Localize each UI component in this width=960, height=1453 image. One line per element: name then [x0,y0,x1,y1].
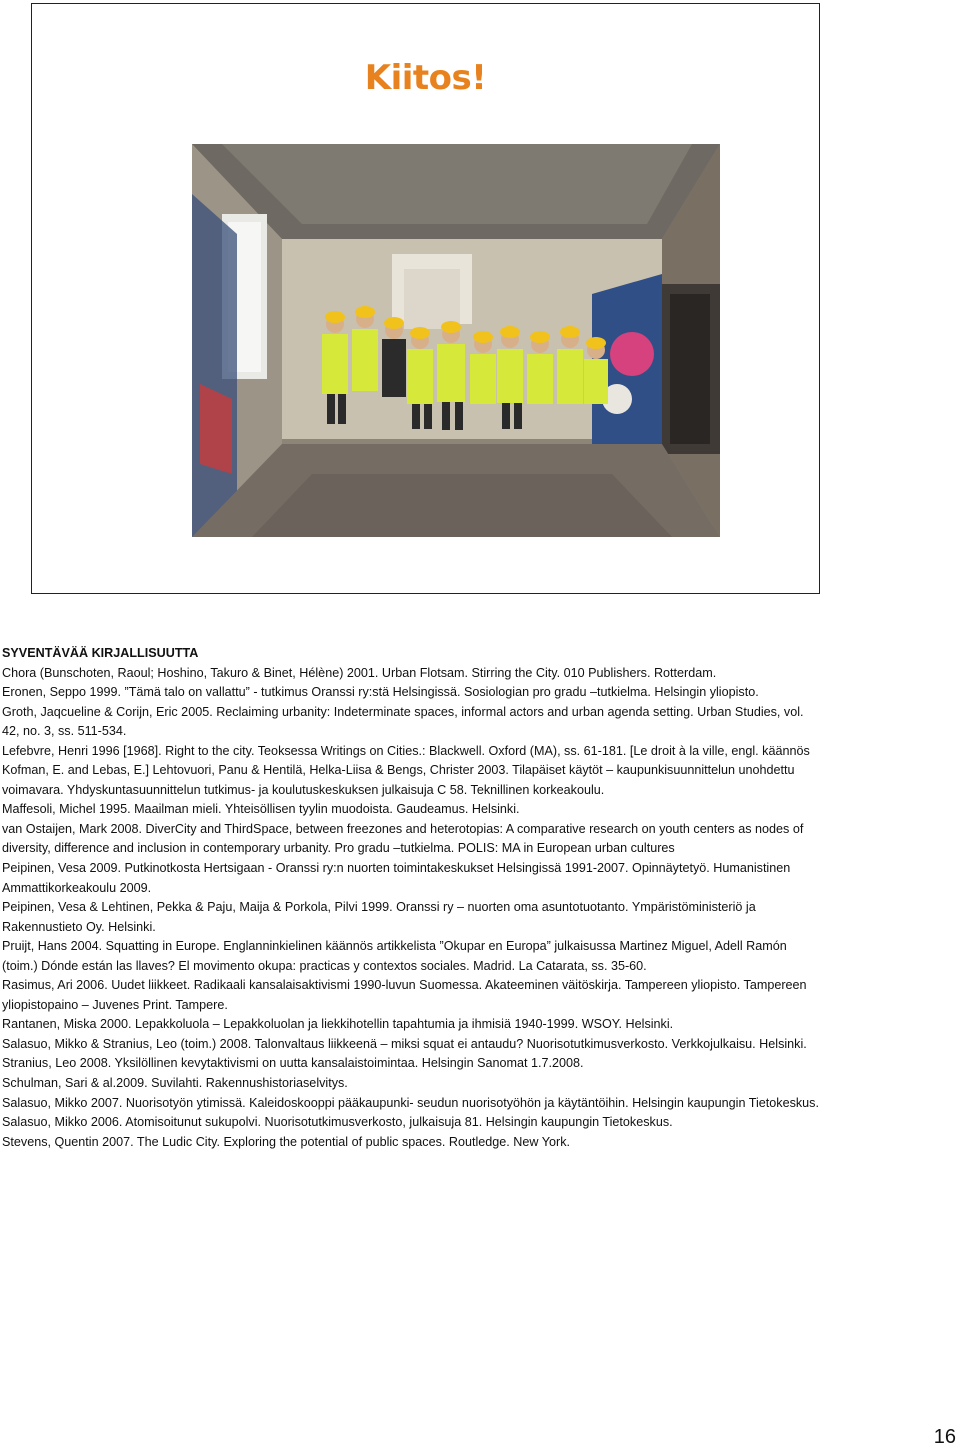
bibliography-entry: Kofman, E. and Lebas, E.] Lehtovuori, Panu & Hentilä, Helka-Liisa & Bengs, Christer 2003. Tilapäiset käytöt – kaupunkisuunnittelun unohdettu voimavara. Yhdyskuntasuunnittelun tutkimus- ja koulutuskeskuksen julkaisuja C 58. Teknillinen korkeakoulu. [2,763,795,797]
bibliography-entry: Pruijt, Hans 2004. Squatting in Europe. Englanninkielinen käännös artikkelista ”Okupar en Europa” julkaisussa Martinez Miguel, Adell Ramón (toim.) Dónde están las llaves? El movimento okupa: practicas y contextos sociales. Madrid. La Catarata, ss. 35-60. [2,939,787,973]
bibliography-heading: SYVENTÄVÄÄ KIRJALLISUUTTA [2,646,199,660]
bibliography-entry: Stranius, Leo 2008. Yksilöllinen kevytaktivismi on uutta kansalaistoimintaa. Helsingin Sanomat 1.7.2008. [2,1056,584,1071]
bibliography-entry: Salasuo, Mikko 2007. Nuorisotyön ytimissä. Kaleidoskooppi pääkaupunki- seudun nuorisotyöhön ja käytäntöihin. Helsingin kaupungin Tietokeskus. [2,1095,819,1110]
bibliography-entry: Stevens, Quentin 2007. The Ludic City. Exploring the potential of public spaces. Routledge. New York. [2,1134,570,1149]
bibliography-entry: Peipinen, Vesa 2009. Putkinotkosta Hertsigaan - Oranssi ry:n nuorten toimintakeskukset Helsingissä 1991-2007. Opinnäytetyö. Humanistinen Ammattikorkeakoulu 2009. [2,861,791,895]
bibliography-entry: Maffesoli, Michel 1995. Maailman mieli. Yhteisöllisen tyylin muodoista. Gaudeamus. Helsinki. [2,802,520,817]
bibliography-entry: Salasuo, Mikko 2006. Atomisoitunut sukupolvi. Nuorisotutkimusverkosto, julkaisuja 81. Helsingin kaupungin Tietokeskus. [2,1115,673,1130]
slide-frame [31,3,820,594]
bibliography-entry: Groth, Jaqcueline & Corijn, Eric 2005. Reclaiming urbanity: Indeterminate spaces, informal actors and urban agenda setting. Urban Studies, vol. 42, no. 3, ss. 511-534. [2,704,804,739]
bibliography-entry: Lefebvre, Henri 1996 [1968]. Right to the city. Teoksessa Writings on Cities.: Blackwell. Oxford (MA), ss. 61-181. [Le droit à la ville, engl. käännös [2,743,810,758]
bibliography-entry: Eronen, Seppo 1999. ”Tämä talo on vallattu” - tutkimus Oranssi ry:stä Helsingissä. Sosiologian pro gradu –tutkielma. Helsingin yliopisto. [2,685,759,700]
page-number: 16 [933,1426,956,1448]
bibliography-entry: van Ostaijen, Mark 2008. DiverCity and ThirdSpace, between freezones and heterotopias: A comparative research on youth centers as nodes of diversity, difference and inclusion in contemporary urbanity. Pro gradu –tutkielma. POLIS: MA in European urban cultures [2,821,804,856]
bibliography-entry: Chora (Bunschoten, Raoul; Hoshino, Takuro & Binet, Hélène) 2001. Urban Flotsam. Stirring the City. 010 Publishers. Rotterdam. [2,665,717,680]
bibliography-entry: Rasimus, Ari 2006. Uudet liikkeet. Radikaali kansalaisaktivismi 1990-luvun Suomessa. Akateeminen väitöskirja. Tampereen yliopisto. Tampereen yliopistopaino – Juvenes Print. Tampere. [2,978,807,1012]
slide-title: Kiitos! [364,58,487,98]
group-photo [192,144,720,537]
bibliography-entry: Peipinen, Vesa & Lehtinen, Pekka & Paju, Maija & Porkola, Pilvi 1999. Oranssi ry – nuorten oma asuntotuotanto. Ympäristöministeriö ja Rakennustieto Oy. Helsinki. [2,900,756,934]
bibliography [2,644,822,1152]
group-photo-illustration [192,144,720,537]
bibliography-entry: Rantanen, Miska 2000. Lepakkoluola – Lepakkoluolan ja liekkihotellin tapahtumia ja ihmisiä 1940-1999. WSOY. Helsinki. [2,1017,674,1032]
bibliography-entry: Schulman, Sari & al.2009. Suvilahti. Rakennushistoriaselvitys. [2,1076,348,1091]
bibliography-entry: Salasuo, Mikko & Stranius, Leo (toim.) 2008. Talonvaltaus liikkeenä – miksi squat ei antaudu? Nuorisotutkimusverkosto. Verkkojulkaisu. Helsinki. [2,1036,807,1051]
